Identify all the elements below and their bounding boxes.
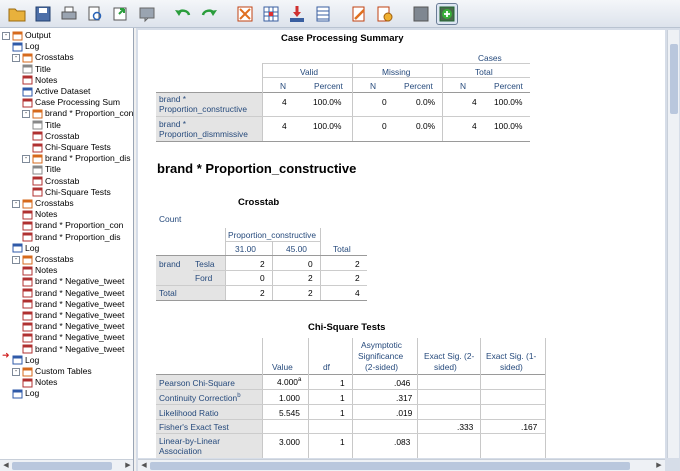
tree-item-label: brand * Proportion_dis bbox=[45, 153, 131, 164]
chisq-col-header: (2-sided) bbox=[365, 362, 399, 372]
save-button[interactable] bbox=[32, 3, 54, 25]
chisq-col-header: Value bbox=[272, 362, 293, 372]
scroll-right-icon[interactable]: ▶ bbox=[656, 462, 662, 469]
tree-item-label: Log bbox=[25, 354, 40, 365]
tree-item-label: brand * Negative_tweet bbox=[35, 332, 125, 343]
table-icon bbox=[22, 221, 33, 231]
table-icon bbox=[22, 277, 33, 287]
tree-item[interactable] bbox=[22, 86, 90, 97]
notes-icon bbox=[22, 75, 33, 85]
cps-row1-label: Proportion_constructive bbox=[159, 104, 247, 114]
tree-item-label: Log bbox=[25, 41, 40, 52]
crosstab-total-label: Total bbox=[159, 288, 177, 298]
notes-icon bbox=[22, 210, 33, 220]
chisq-row-label: Linear-by-Linear bbox=[159, 436, 220, 446]
goto-case-icon bbox=[261, 4, 281, 24]
tree-item[interactable] bbox=[22, 332, 124, 343]
chisq-df: 1 bbox=[340, 408, 345, 418]
crosstab-count-label: Count bbox=[159, 214, 182, 224]
redo-button[interactable] bbox=[198, 3, 220, 25]
table-icon bbox=[22, 299, 33, 309]
cps-n-header: N bbox=[280, 81, 287, 91]
tree-item[interactable] bbox=[22, 232, 121, 243]
tree-item[interactable] bbox=[22, 321, 124, 332]
scripts-button[interactable] bbox=[374, 3, 396, 25]
contents-horizontal-scrollbar[interactable] bbox=[138, 459, 665, 471]
goto-data-button[interactable] bbox=[234, 3, 256, 25]
edit-pencil-icon bbox=[349, 4, 369, 24]
table-icon bbox=[22, 344, 33, 354]
tree-item[interactable] bbox=[12, 52, 74, 63]
crosstab-title: Crosstab bbox=[238, 197, 280, 208]
notes-icon bbox=[22, 378, 33, 388]
goto-variable-button[interactable] bbox=[286, 3, 308, 25]
crosstab-folder-icon bbox=[32, 154, 43, 164]
log-icon bbox=[12, 355, 23, 365]
chisq-col-header: Exact Sig. (1- bbox=[486, 351, 537, 361]
tree-item[interactable] bbox=[22, 153, 131, 164]
cps-cell: 100.0% bbox=[313, 97, 342, 107]
cps-n-header: N bbox=[460, 81, 467, 91]
contents-vertical-scrollbar[interactable] bbox=[667, 30, 679, 458]
tree-item-label: Chi-Square Tests bbox=[45, 186, 111, 197]
chisq-col-header: Significance bbox=[358, 351, 404, 361]
tree-item-label: Notes bbox=[35, 377, 58, 388]
redo-icon bbox=[199, 4, 219, 24]
export-button[interactable] bbox=[110, 3, 132, 25]
crosstab-row-variable: brand bbox=[159, 259, 181, 269]
tree-item[interactable] bbox=[32, 142, 111, 153]
cps-cell: 100.0% bbox=[494, 121, 523, 131]
save-icon bbox=[33, 4, 53, 24]
cps-cell: 4 bbox=[472, 121, 477, 131]
tree-item-label: Notes bbox=[35, 74, 58, 85]
tree-item[interactable] bbox=[12, 355, 39, 366]
recall-dialog-button[interactable] bbox=[136, 3, 158, 25]
tree-item[interactable] bbox=[22, 64, 51, 75]
hide-button[interactable] bbox=[410, 3, 432, 25]
undo-icon bbox=[173, 4, 193, 24]
cps-row2-label: brand * bbox=[159, 119, 187, 129]
table-icon bbox=[22, 311, 33, 321]
scroll-left-icon[interactable]: ◀ bbox=[3, 462, 9, 469]
cps-cell: 0.0% bbox=[416, 121, 436, 131]
tree-item[interactable] bbox=[22, 75, 57, 86]
tree-item[interactable] bbox=[32, 131, 79, 142]
goto-case-button[interactable] bbox=[260, 3, 282, 25]
cps-valid-header: Valid bbox=[300, 67, 319, 77]
tree-item[interactable] bbox=[12, 243, 39, 254]
tree-item-label: Notes bbox=[35, 209, 58, 220]
export-icon bbox=[111, 4, 131, 24]
collapse-toggle-icon[interactable]: - bbox=[12, 368, 20, 376]
tree-item-label: brand * Negative_tweet bbox=[35, 298, 125, 309]
table-icon bbox=[32, 176, 43, 186]
scripts-icon bbox=[375, 4, 395, 24]
chisq-col-header: Asymptotic bbox=[361, 340, 402, 350]
chisq-value: 5.545 bbox=[279, 408, 300, 418]
chisq-title: Chi-Square Tests bbox=[308, 322, 386, 333]
hide-icon bbox=[411, 4, 431, 24]
notes-icon bbox=[22, 266, 33, 276]
tree-item-label: brand * Negative_tweet bbox=[35, 287, 125, 298]
tree-item[interactable] bbox=[22, 276, 124, 287]
cps-percent-header: Percent bbox=[404, 81, 433, 91]
crosstab-cell: 2 bbox=[308, 288, 313, 298]
chisq-col-header: sided) bbox=[500, 362, 523, 372]
crosstab-col-header: Total bbox=[333, 244, 351, 254]
table-icon bbox=[22, 232, 33, 242]
chisq-asym: .046 bbox=[394, 378, 411, 388]
chisq-col-header: Exact Sig. (2- bbox=[424, 351, 475, 361]
insert-text-button[interactable] bbox=[348, 3, 370, 25]
cps-n-header: N bbox=[370, 81, 377, 91]
cps-cell: 4 bbox=[282, 97, 287, 107]
chisq-row-label: Likelihood Ratio bbox=[159, 408, 219, 418]
crosstab-cell: 2 bbox=[355, 273, 360, 283]
chisq-asym: .019 bbox=[396, 408, 413, 418]
crosstabs-icon bbox=[22, 199, 33, 209]
tree-item-label: brand * Negative_tweet bbox=[35, 276, 125, 287]
cps-percent-header: Percent bbox=[494, 81, 523, 91]
tree-item-label: Crosstab bbox=[45, 175, 80, 186]
cps-title: Case Processing Summary bbox=[281, 33, 404, 44]
cps-cell: 0 bbox=[382, 97, 387, 107]
crosstab-column-variable: Proportion_constructive bbox=[228, 230, 316, 240]
tree-item-label: Crosstabs bbox=[35, 52, 74, 63]
collapse-toggle-icon[interactable]: - bbox=[12, 200, 20, 208]
tree-item-label: Case Processing Sum bbox=[35, 97, 121, 108]
cps-cell: 4 bbox=[282, 121, 287, 131]
table-icon bbox=[32, 187, 43, 197]
tree-item-label: Active Dataset bbox=[35, 86, 91, 96]
show-button[interactable] bbox=[436, 3, 458, 25]
crosstabs-icon bbox=[22, 255, 33, 265]
cps-cases-header: Cases bbox=[478, 53, 502, 63]
scroll-left-icon[interactable]: ◀ bbox=[141, 462, 147, 469]
tree-item-label: Log bbox=[25, 242, 40, 253]
table-icon bbox=[32, 143, 43, 153]
title-icon bbox=[32, 120, 43, 130]
add-icon bbox=[437, 4, 457, 24]
tree-item[interactable] bbox=[12, 388, 39, 399]
chisq-asym: .083 bbox=[394, 437, 411, 447]
chisq-row-label: Association bbox=[159, 446, 202, 456]
crosstab-row-label: Ford bbox=[195, 273, 213, 283]
outline-tree bbox=[0, 30, 134, 458]
tree-item[interactable] bbox=[32, 187, 111, 198]
crosstab-col-header: 31.00 bbox=[235, 244, 256, 254]
tree-item[interactable] bbox=[22, 265, 57, 276]
crosstab-cell: 2 bbox=[308, 273, 313, 283]
printer-icon bbox=[59, 4, 79, 24]
tree-item-label: Title bbox=[45, 119, 61, 130]
chisq-col-header: sided) bbox=[434, 362, 457, 372]
chisq-row-label: Pearson Chi-Square bbox=[159, 378, 235, 388]
table-icon bbox=[22, 333, 33, 343]
crosstabs-icon bbox=[22, 367, 33, 377]
chisq-col-header: df bbox=[323, 362, 330, 372]
collapse-toggle-icon[interactable]: - bbox=[22, 155, 30, 163]
open-folder-button[interactable] bbox=[6, 3, 28, 25]
tree-item-label: Notes bbox=[35, 265, 58, 276]
print-button[interactable] bbox=[58, 3, 80, 25]
cps-row1-label: brand * bbox=[159, 94, 187, 104]
scroll-right-icon[interactable]: ▶ bbox=[125, 462, 131, 469]
chisq-exact1: .167 bbox=[521, 422, 538, 432]
cps-cell: 4 bbox=[472, 97, 477, 107]
tree-item[interactable] bbox=[12, 198, 74, 209]
crosstab-folder-icon bbox=[32, 109, 43, 119]
cps-cell: 0 bbox=[382, 121, 387, 131]
folder-icon bbox=[7, 4, 27, 24]
tree-item-label: brand * Negative_tweet bbox=[35, 321, 125, 332]
chisq-df: 1 bbox=[340, 437, 345, 447]
goto-data-icon bbox=[235, 4, 255, 24]
goto-variable-icon bbox=[287, 4, 307, 24]
tree-item[interactable] bbox=[22, 310, 124, 321]
tree-item[interactable] bbox=[12, 41, 39, 52]
toolbar bbox=[0, 0, 680, 28]
log-icon bbox=[12, 42, 23, 52]
cps-missing-header: Missing bbox=[382, 67, 411, 77]
tree-item[interactable] bbox=[2, 30, 51, 41]
tree-item[interactable] bbox=[32, 176, 79, 187]
dialog-icon bbox=[137, 4, 157, 24]
crosstab-row-label: Tesla bbox=[195, 259, 215, 269]
tree-item-label: brand * Proportion_dis bbox=[35, 231, 121, 242]
cps-cell: 0.0% bbox=[416, 97, 436, 107]
crosstab-cell: 2 bbox=[260, 288, 265, 298]
title-icon bbox=[32, 165, 43, 175]
tree-item-label: brand * Negative_tweet bbox=[35, 310, 125, 320]
tree-item-label: brand * Proportion_con bbox=[45, 108, 134, 119]
tree-item[interactable] bbox=[32, 120, 61, 131]
tree-item-label: brand * Negative_tweet bbox=[35, 343, 125, 354]
tree-item[interactable] bbox=[22, 220, 123, 231]
tree-item-label: Output bbox=[25, 30, 51, 40]
chisq-value: 1.000 bbox=[279, 393, 300, 403]
tree-item-label: Log bbox=[25, 388, 40, 399]
tree-item[interactable] bbox=[22, 288, 124, 299]
table-icon bbox=[32, 131, 43, 141]
crosstab-col-header: 45.00 bbox=[286, 244, 307, 254]
chisq-asym: .317 bbox=[396, 393, 413, 403]
scrollbar-thumb[interactable] bbox=[150, 462, 630, 470]
chisq-df: 1 bbox=[340, 378, 345, 388]
tree-item[interactable] bbox=[22, 108, 133, 119]
dataset-icon bbox=[22, 87, 33, 97]
tree-item[interactable] bbox=[22, 344, 124, 355]
table-icon bbox=[22, 322, 33, 332]
output-document bbox=[138, 30, 665, 458]
tree-item-label: brand * Proportion_con bbox=[35, 220, 124, 231]
tree-item-label: Chi-Square Tests bbox=[45, 142, 111, 152]
crosstabs-icon bbox=[22, 53, 33, 63]
cps-cell: 100.0% bbox=[313, 121, 342, 131]
tree-item[interactable] bbox=[22, 209, 57, 220]
crosstab-cell: 4 bbox=[355, 288, 360, 298]
tree-item-label: Title bbox=[35, 63, 51, 74]
collapse-toggle-icon[interactable]: - bbox=[12, 54, 20, 62]
chisq-exact2: .333 bbox=[457, 422, 474, 432]
tree-item-label: Title bbox=[45, 164, 61, 175]
scrollbar-thumb[interactable] bbox=[12, 462, 112, 470]
tree-item[interactable] bbox=[22, 299, 124, 310]
collapse-toggle-icon[interactable]: - bbox=[12, 256, 20, 264]
tree-item-label: Crosstab bbox=[45, 130, 80, 141]
crosstab-cell: 2 bbox=[355, 259, 360, 269]
section-heading: brand * Proportion_constructive bbox=[157, 161, 357, 176]
print-preview-button[interactable] bbox=[84, 3, 106, 25]
crosstab-cell: 0 bbox=[308, 259, 313, 269]
cps-percent-header: Percent bbox=[314, 81, 343, 91]
tree-item[interactable] bbox=[32, 164, 61, 175]
print-preview-icon bbox=[85, 4, 105, 24]
title-icon bbox=[22, 64, 33, 74]
table-icon bbox=[22, 288, 33, 298]
tree-item[interactable] bbox=[22, 97, 120, 108]
tree-item[interactable] bbox=[22, 377, 57, 388]
collapse-toggle-icon[interactable]: - bbox=[22, 110, 30, 118]
cps-cell: 100.0% bbox=[494, 97, 523, 107]
cps-row2-label: Proportion_dismmissive bbox=[159, 129, 248, 139]
crosstab-cell: 2 bbox=[260, 259, 265, 269]
output-icon bbox=[12, 31, 23, 41]
tree-item[interactable] bbox=[12, 254, 74, 265]
variables-icon bbox=[313, 4, 333, 24]
contents-pane bbox=[136, 28, 680, 471]
outline-pane bbox=[0, 28, 134, 471]
crosstab-cell: 0 bbox=[260, 273, 265, 283]
tree-item-label: Crosstabs bbox=[35, 254, 74, 264]
chisq-row-label: Continuity Correction$^b$ bbox=[159, 393, 241, 403]
table-icon bbox=[22, 98, 33, 108]
cps-total-header: Total bbox=[475, 67, 493, 77]
chisq-df: 1 bbox=[340, 393, 345, 403]
current-item-arrow-icon: ➜ bbox=[2, 350, 10, 360]
tree-item-label: Custom Tables bbox=[35, 366, 92, 376]
chisq-value: 4.000$^a$ bbox=[277, 377, 302, 387]
outline-horizontal-scrollbar[interactable] bbox=[0, 459, 134, 471]
tree-item[interactable] bbox=[12, 366, 92, 377]
variables-button[interactable] bbox=[312, 3, 334, 25]
log-icon bbox=[12, 389, 23, 399]
log-icon bbox=[12, 243, 23, 253]
undo-button[interactable] bbox=[172, 3, 194, 25]
chisq-value: 3.000 bbox=[279, 437, 300, 447]
collapse-toggle-icon[interactable]: - bbox=[2, 32, 10, 40]
scrollbar-thumb[interactable] bbox=[670, 44, 678, 114]
tree-item-label: Crosstabs bbox=[35, 198, 74, 208]
chisq-row-label: Fisher's Exact Test bbox=[159, 422, 229, 432]
